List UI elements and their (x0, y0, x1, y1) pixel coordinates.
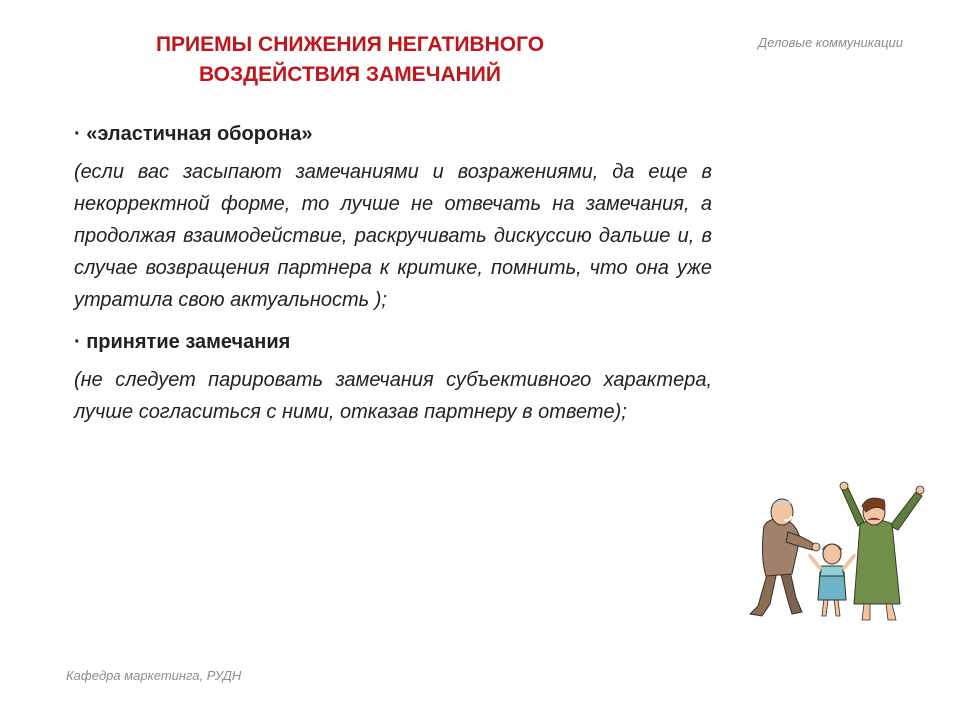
woman-figure (840, 482, 924, 620)
footer-department: Кафедра маркетинга, РУДН (66, 668, 242, 683)
child-figure (810, 544, 854, 616)
bullet-heading-elastic-defense: · «эластичная оборона» (74, 123, 313, 145)
slide-title-line-1: ПРИЕМЫ СНИЖЕНИЯ НЕГАТИВНОГО (155, 33, 545, 56)
bullet-heading-accepting-remark: · принятие замечания (74, 331, 291, 353)
slide-title (100, 30, 600, 90)
slide-title-line-2: ВОЗДЕЙСТВИЯ ЗАМЕЧАНИЙ (199, 63, 501, 86)
arguing-people-illustration (740, 476, 930, 626)
bullet-text-accepting-remark: (не следует парировать замечания субъективного характера, лучше согласиться с ними, отказав партнеру в ответе); (74, 369, 712, 423)
slide-content (74, 118, 712, 438)
course-label: Деловые коммуникации (758, 35, 903, 50)
bullet-text-elastic-defense: (если вас засыпают замечаниями и возражениями, да еще в некорректной форме, то лучше не отвечать на замечания, а продолжая взаимодействие, раскручивать дискуссию дальше и, в случае возвращения партнера к критике, помнить, что она уже утратила свою актуальность ); (74, 161, 712, 311)
